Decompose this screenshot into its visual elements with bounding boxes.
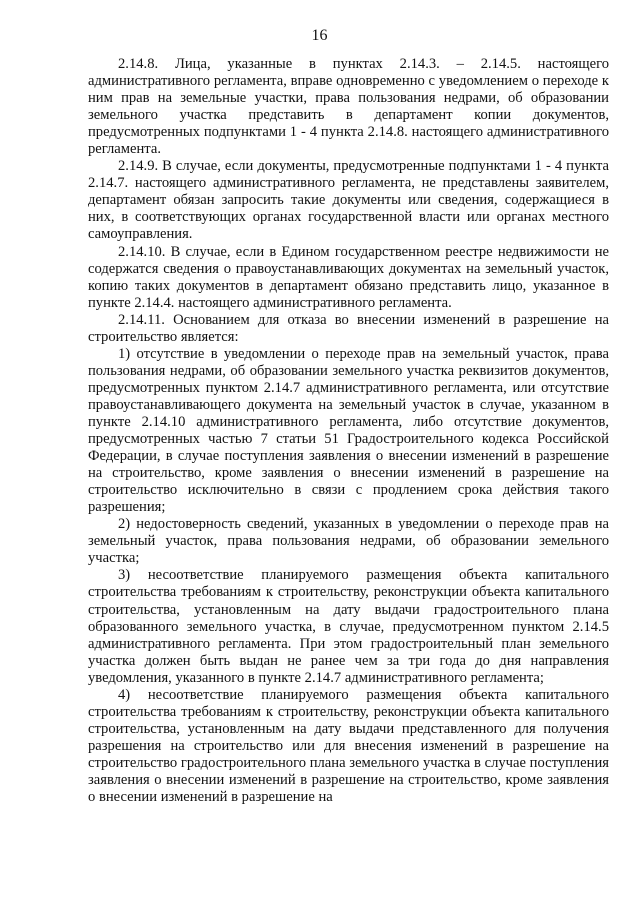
- list-item-4: 4) несоответствие планируемого размещения объекта капитального строительства требованиям к строительству, реконструкции объекта капитального строительства, установленным на дату выдачи представленного для получения разрешения на строительство или для внесения изменений в разрешение на строительство градостроительного плана земельного участка в случае поступления заявления о внесении изменений в разрешение на строительство, кроме заявления о внесении изменений в разрешение на: [88, 686, 609, 806]
- paragraph-2-14-10: 2.14.10. В случае, если в Едином государственном реестре недвижимости не содержатся сведения о правоустанавливающих документах на земельный участок, копию таких документов в департамент обязано представить лицо, указанное в пункте 2.14.4. настоящего административного регламента.: [88, 243, 609, 311]
- list-item-1: 1) отсутствие в уведомлении о переходе прав на земельный участок, права пользования недрами, об образовании земельного участка реквизитов документов, предусмотренных пунктом 2.14.7 административного регламента, или отсутствие правоустанавливающего документа на земельный участок в случае, указанном в пункте 2.14.10 административного регламента, либо отсутствие документов, предусмотренных частью 7 статьи 51 Градостроительного кодекса Российской Федерации, в случае поступления заявления о внесении изменений в разрешение на строительство, кроме заявления о внесении изменений в разрешение на строительство исключительно в связи с продлением срока действия такого разрешения;: [88, 345, 609, 516]
- document-body: [88, 56, 609, 806]
- list-item-3: 3) несоответствие планируемого размещения объекта капитального строительства требованиям к строительству, реконструкции объекта капитального строительства, установленным на дату выдачи градостроительного плана образованного земельного участка, в случае, предусмотренном пунктом 2.14.5 административного регламента. При этом градостроительный план земельного участка должен быть выдан не ранее чем за три года до дня направления уведомления, указанного в пункте 2.14.7 административного регламента;: [88, 567, 609, 686]
- page-number: 16: [311, 27, 328, 44]
- paragraph-2-14-9: 2.14.9. В случае, если документы, предусмотренные подпунктами 1 - 4 пункта 2.14.7. настоящего административного регламента, не представлены заявителем, департамент обязан запросить такие документы или сведения, содержащиеся в них, в соответствующих органах государственной власти или органах местного самоуправления.: [88, 158, 609, 243]
- list-item-2: 2) недостоверность сведений, указанных в уведомлении о переходе прав на земельный участок, права пользования недрами, об образовании земельного участка;: [88, 516, 609, 567]
- paragraph-2-14-11: 2.14.11. Основанием для отказа во внесении изменений в разрешение на строительство является:: [88, 311, 609, 345]
- paragraph-2-14-8: 2.14.8. Лица, указанные в пунктах 2.14.3. – 2.14.5. настоящего административного регламента, вправе одновременно с уведомлением о переходе к ним прав на земельные участки, права пользования недрами, об образовании земельного участка представить в департамент копии документов, предусмотренных подпунктами 1 - 4 пункта 2.14.8. настоящего административного регламента.: [88, 56, 609, 158]
